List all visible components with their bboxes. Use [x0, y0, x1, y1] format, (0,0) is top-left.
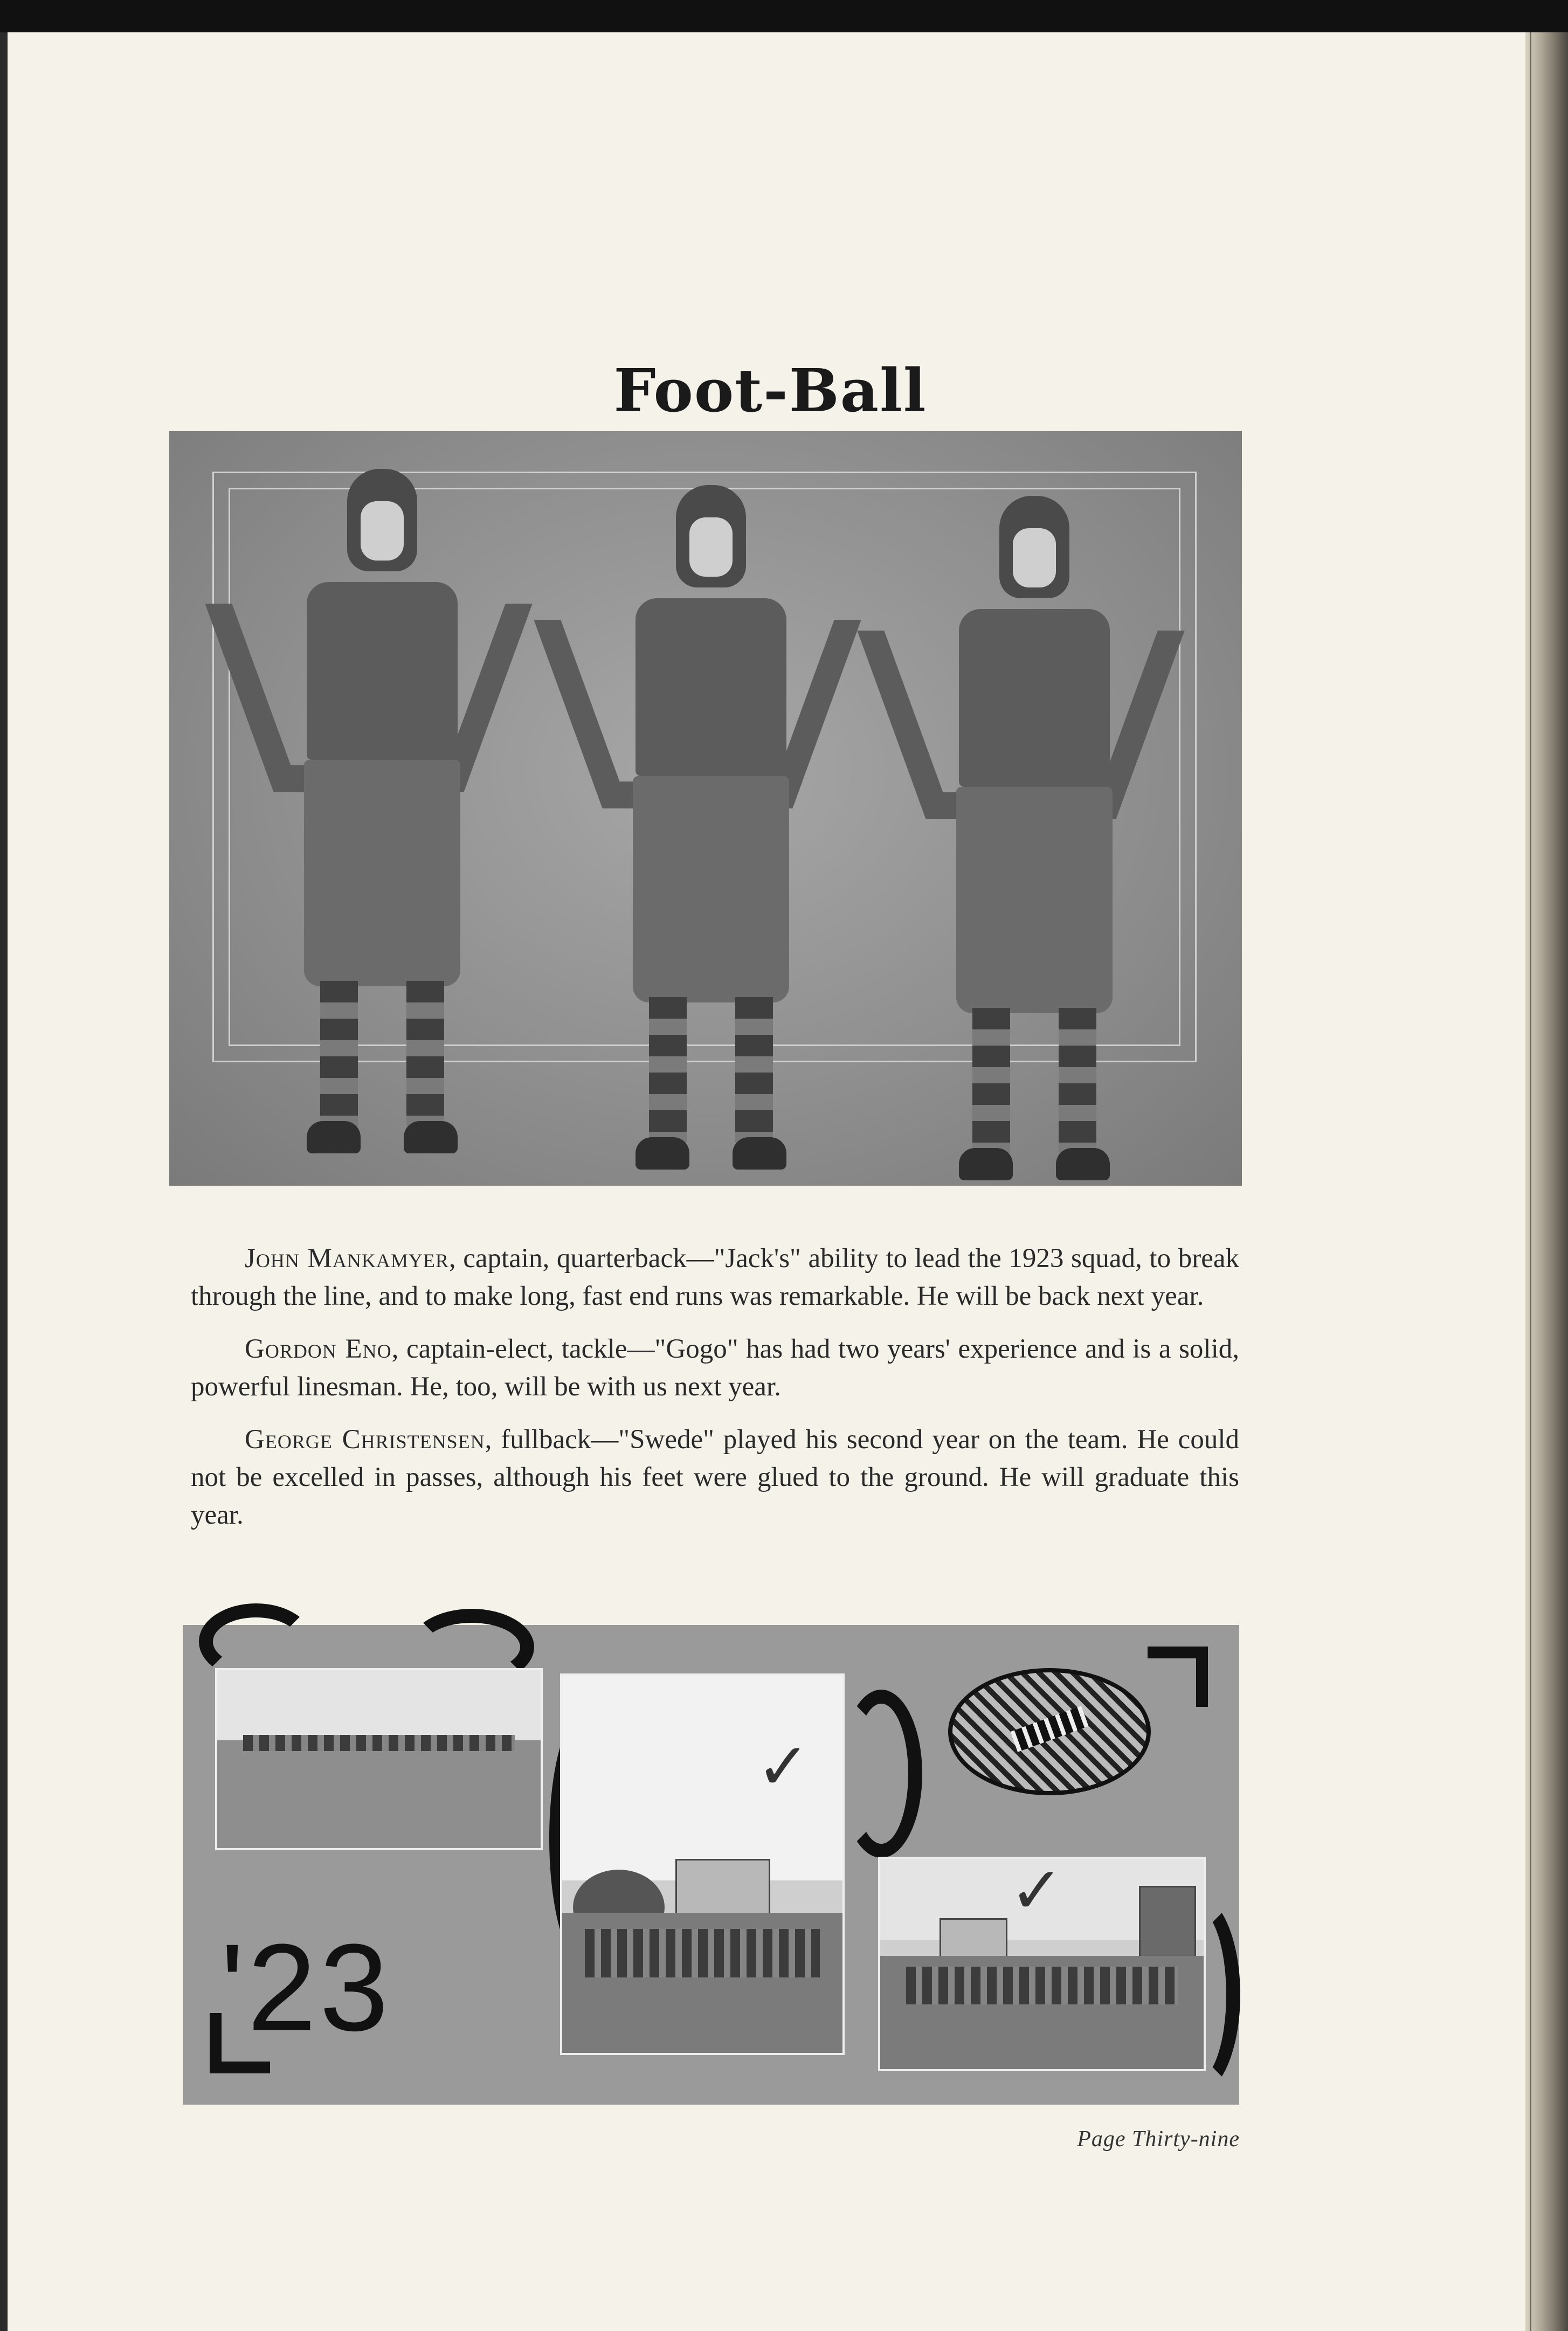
field-photo — [215, 1668, 543, 1850]
bio-name: George Christensen — [245, 1424, 485, 1455]
bio-text: , captain-elect, tackle—"Gogo" has had two years' experience and is a solid, powerful linesman. He, too, will be with us next year. — [191, 1334, 1240, 1402]
squiggle-decoration — [840, 1690, 922, 1858]
pen-check-mark: ✓ — [756, 1730, 811, 1804]
page-title: Foot-Ball — [613, 356, 927, 425]
team-captains-photo — [169, 431, 1242, 1186]
player-figure-left — [218, 469, 520, 1170]
pen-check-mark: ✓ — [1010, 1857, 1064, 1928]
bio-paragraph-christensen — [191, 1421, 1239, 1534]
bio-paragraph-eno — [191, 1330, 1239, 1406]
corner-mark-top-right — [1148, 1647, 1208, 1707]
bio-name: John Mankamyer — [245, 1243, 449, 1274]
player-figure-center — [547, 485, 848, 1186]
game-photo-collage — [183, 1625, 1239, 2105]
bio-name: Gordon Eno — [245, 1334, 392, 1364]
page-number: Page Thirty-nine — [1077, 2127, 1240, 2152]
football-drawing-icon — [948, 1668, 1151, 1795]
scrimmage-photo — [560, 1673, 845, 2055]
book-spine-edge — [1525, 32, 1568, 2331]
player-figure-right — [870, 496, 1172, 1196]
bio-text: , fullback—"Swede" played his second year on the team. He could not be excelled in passes, although his feet were glued to the ground. He will graduate this year. — [191, 1424, 1239, 1530]
yearbook-page — [0, 32, 1525, 2331]
bio-text: , captain, quarterback—"Jack's" ability to lead the 1923 squad, to break through the line, and to make long, fast end runs was remarkable. He will be back next year. — [191, 1243, 1239, 1311]
player-bios — [191, 1240, 1239, 1549]
year-label: '23 — [220, 1918, 392, 2057]
line-play-photo — [878, 1857, 1206, 2071]
bio-paragraph-mankamyer — [191, 1240, 1239, 1315]
